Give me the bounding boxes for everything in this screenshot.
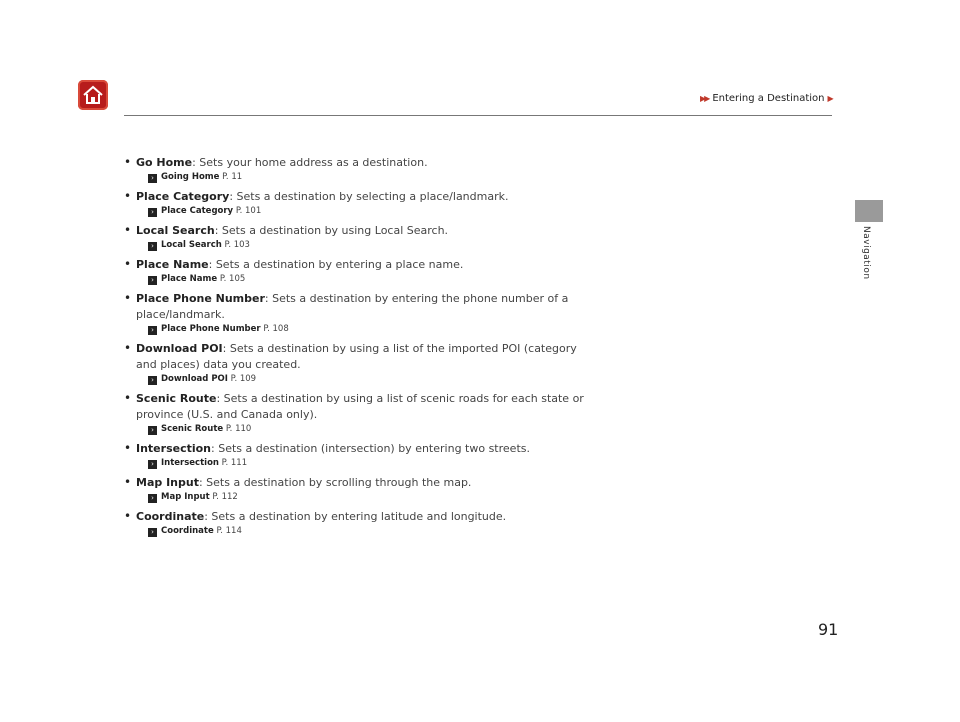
item-term: Place Category (136, 190, 230, 203)
list-item (124, 390, 684, 436)
bullet-icon: • (124, 291, 132, 305)
item-desc-continued: and places) data you created. (136, 358, 301, 371)
home-button[interactable] (78, 80, 108, 110)
bullet-icon: • (124, 509, 132, 523)
item-term: Place Name (136, 258, 209, 271)
reference-arrow-icon: › (148, 376, 157, 385)
cross-reference-link[interactable]: › Place Phone Number P. 108 (148, 323, 684, 336)
destination-menu-list (124, 154, 684, 542)
list-item (124, 474, 684, 504)
header-divider (124, 115, 832, 116)
item-desc: : Sets a destination (intersection) by entering two streets. (211, 442, 530, 455)
breadcrumb[interactable] (700, 93, 834, 104)
bullet-icon: • (124, 155, 132, 169)
reference-arrow-icon: › (148, 242, 157, 251)
item-desc: : Sets a destination by using a list of scenic roads for each state or (216, 392, 584, 405)
page-number: 91 (818, 620, 839, 639)
section-tab-label: Navigation (861, 226, 871, 280)
item-desc-continued: place/landmark. (136, 308, 225, 321)
breadcrumb-end-arrow-icon: ▶ (827, 94, 834, 103)
item-term: Intersection (136, 442, 212, 455)
item-term: Coordinate (136, 510, 205, 523)
reference-arrow-icon: › (148, 326, 157, 335)
cross-reference-link[interactable]: › Coordinate P. 114 (148, 525, 684, 538)
reference-arrow-icon: › (148, 460, 157, 469)
item-term: Download POI (136, 342, 223, 355)
item-desc: : Sets a destination by using a list of the imported POI (category (222, 342, 577, 355)
reference-arrow-icon: › (148, 494, 157, 503)
item-term: Local Search (136, 224, 215, 237)
list-item (124, 290, 684, 336)
bullet-icon: • (124, 189, 132, 203)
item-desc: : Sets a destination by entering a place name. (208, 258, 464, 271)
item-desc: : Sets a destination by entering latitude and longitude. (204, 510, 507, 523)
item-desc: : Sets a destination by using Local Search. (214, 224, 449, 237)
bullet-icon: • (124, 257, 132, 271)
item-term: Map Input (136, 476, 199, 489)
cross-reference-link[interactable]: › Intersection P. 111 (148, 457, 684, 470)
item-term: Go Home (136, 156, 193, 169)
list-item (124, 154, 684, 184)
section-tab-marker (855, 200, 883, 222)
bullet-icon: • (124, 223, 132, 237)
item-desc: : Sets a destination by scrolling through the map. (198, 476, 472, 489)
list-item (124, 340, 684, 386)
breadcrumb-arrows-icon: ▶▶ (700, 94, 709, 103)
cross-reference-link[interactable]: › Map Input P. 112 (148, 491, 684, 504)
item-desc: : Sets your home address as a destination. (192, 156, 428, 169)
cross-reference-link[interactable]: › Place Category P. 101 (148, 205, 684, 218)
reference-arrow-icon: › (148, 528, 157, 537)
item-term: Scenic Route (136, 392, 217, 405)
reference-arrow-icon: › (148, 426, 157, 435)
cross-reference-link[interactable]: › Place Name P. 105 (148, 273, 684, 286)
reference-arrow-icon: › (148, 174, 157, 183)
list-item (124, 440, 684, 470)
list-item (124, 508, 684, 538)
item-desc-continued: province (U.S. and Canada only). (136, 408, 318, 421)
bullet-icon: • (124, 441, 132, 455)
cross-reference-link[interactable]: › Going Home P. 11 (148, 171, 684, 184)
home-icon (82, 85, 104, 105)
reference-arrow-icon: › (148, 208, 157, 217)
reference-arrow-icon: › (148, 276, 157, 285)
list-item (124, 188, 684, 218)
item-desc: : Sets a destination by selecting a place/landmark. (229, 190, 509, 203)
breadcrumb-label: Entering a Destination (712, 93, 825, 104)
bullet-icon: • (124, 341, 132, 355)
cross-reference-link[interactable]: › Download POI P. 109 (148, 373, 684, 386)
item-desc: : Sets a destination by entering the phone number of a (264, 292, 569, 305)
list-item (124, 222, 684, 252)
cross-reference-link[interactable]: › Scenic Route P. 110 (148, 423, 684, 436)
bullet-icon: • (124, 391, 132, 405)
list-item (124, 256, 684, 286)
item-term: Place Phone Number (136, 292, 265, 305)
cross-reference-link[interactable]: › Local Search P. 103 (148, 239, 684, 252)
bullet-icon: • (124, 475, 132, 489)
